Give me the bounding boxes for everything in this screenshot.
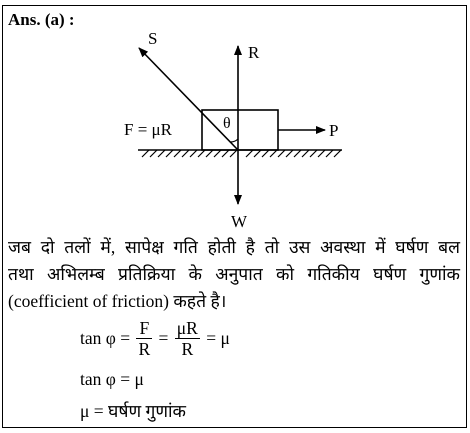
label-p: P — [329, 121, 339, 140]
eq1-fraction-mur-over-r — [175, 318, 200, 359]
paragraph-line-1: जब दो तलों में, सापेक्ष गति होती है तो उस अवस्था में घर्षण बल — [8, 237, 460, 257]
paragraph-line-3: (coefficient of friction) कहते है। — [8, 291, 227, 311]
eq1-frac1-denominator: R — [138, 339, 151, 359]
label-r: R — [248, 43, 260, 62]
label-friction: F = μR — [124, 120, 172, 139]
ground-surface — [138, 150, 342, 157]
eq1-lhs: tan φ = — [80, 328, 131, 348]
eq1-frac1-numerator: F — [136, 318, 152, 339]
explanation-paragraph — [8, 234, 460, 315]
equation-3: μ = घर्षण गुणांक — [80, 401, 186, 421]
eq1-frac2-denominator: R — [181, 339, 194, 359]
label-s: S — [148, 29, 158, 48]
equation-2: tan φ = μ — [80, 369, 144, 389]
eq1-rhs: = μ — [206, 328, 230, 348]
eq1-fraction-f-over-r — [136, 318, 152, 359]
block — [202, 110, 278, 150]
label-theta: θ — [223, 115, 231, 132]
label-w: W — [231, 212, 248, 231]
answer-label: Ans. (a) : — [8, 10, 75, 29]
paragraph-line-2: तथा अभिलम्ब प्रतिक्रिया के अनुपात को गतिकीय घर्षण गुणांक — [8, 264, 460, 284]
eq1-frac2-numerator: μR — [176, 318, 198, 338]
equation-1 — [80, 318, 230, 359]
angle-arc — [230, 139, 238, 142]
eq1-equals: = — [158, 328, 169, 348]
